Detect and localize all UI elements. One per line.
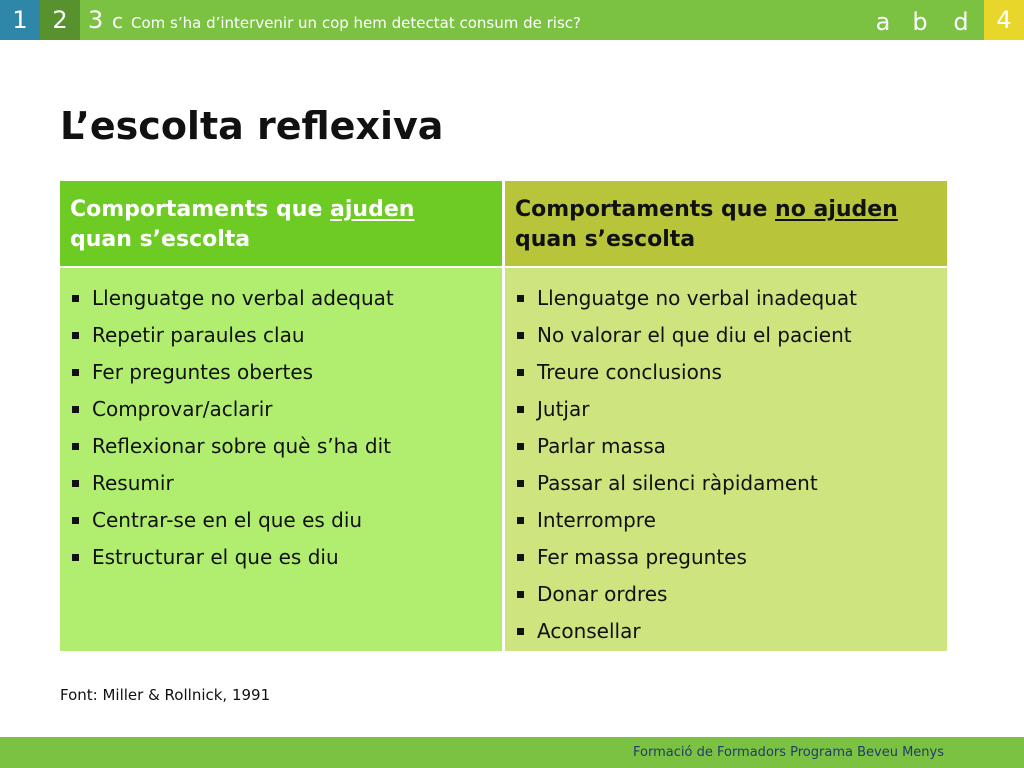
- list-item-text: Jutjar: [537, 397, 590, 421]
- list-item-text: Reflexionar sobre què s’ha dit: [92, 434, 391, 458]
- list-item-text: Fer preguntes obertes: [92, 360, 314, 384]
- list-item-text: Aconsellar: [537, 619, 641, 643]
- list-item-text: Parlar massa: [537, 434, 666, 458]
- list-item-text: Fer massa preguntes: [537, 545, 747, 569]
- section-letter: c: [112, 9, 123, 33]
- list-item: [72, 280, 502, 317]
- list-item-text: Resumir: [92, 471, 174, 495]
- list-item: [72, 539, 502, 576]
- square-bullet-icon: [72, 295, 79, 302]
- list-item-text: Interrompre: [537, 508, 656, 532]
- square-bullet-icon: [517, 406, 524, 413]
- list-item-text: Centrar-se en el que es diu: [92, 508, 363, 532]
- nav-letter-a[interactable]: a: [875, 8, 891, 36]
- list-item-text: Treure conclusions: [537, 360, 722, 384]
- nav-letter-d[interactable]: d: [953, 8, 969, 36]
- header-emphasis: ajuden: [330, 197, 415, 222]
- square-bullet-icon: [72, 554, 79, 561]
- header-text: Comportaments que: [70, 197, 331, 222]
- list-item: [72, 354, 502, 391]
- square-bullet-icon: [517, 591, 524, 598]
- top-nav-bar: [0, 0, 1024, 40]
- nav-tab-4[interactable]: 4: [984, 0, 1024, 40]
- unhelpful-behaviours-cell: [505, 268, 947, 651]
- list-item: [517, 502, 947, 539]
- square-bullet-icon: [72, 332, 79, 339]
- list-item: [72, 428, 502, 465]
- list-item-text: Estructurar el que es diu: [92, 545, 339, 569]
- square-bullet-icon: [72, 406, 79, 413]
- list-item-text: Comprovar/aclarir: [92, 397, 273, 421]
- list-item: [517, 428, 947, 465]
- square-bullet-icon: [72, 480, 79, 487]
- square-bullet-icon: [517, 480, 524, 487]
- helpful-behaviours-header: [60, 181, 502, 266]
- list-item-text: Repetir paraules clau: [92, 323, 305, 347]
- helpful-behaviours-list: [60, 268, 502, 576]
- list-item: [72, 502, 502, 539]
- list-item: [517, 465, 947, 502]
- list-item: [72, 391, 502, 428]
- list-item-text: No valorar el que diu el pacient: [537, 323, 852, 347]
- list-item-text: Llenguatge no verbal adequat: [92, 286, 394, 310]
- header-text-line2: quan s’escolta: [70, 227, 251, 252]
- list-item-text: Passar al silenci ràpidament: [537, 471, 818, 495]
- unhelpful-behaviours-list: [505, 268, 947, 650]
- footer-bar: [0, 737, 1024, 768]
- list-item: [517, 317, 947, 354]
- square-bullet-icon: [517, 517, 524, 524]
- header-text: Comportaments que: [515, 197, 776, 222]
- square-bullet-icon: [517, 295, 524, 302]
- square-bullet-icon: [72, 369, 79, 376]
- nav-letter-b[interactable]: b: [912, 8, 928, 36]
- list-item: [517, 280, 947, 317]
- page-title: L’escolta reflexiva: [60, 104, 444, 148]
- square-bullet-icon: [517, 554, 524, 561]
- helpful-behaviours-cell: [60, 268, 502, 651]
- nav-tab-2[interactable]: 2: [40, 0, 80, 40]
- square-bullet-icon: [517, 332, 524, 339]
- list-item: [517, 539, 947, 576]
- header-emphasis: no ajuden: [775, 197, 898, 222]
- footer-text: Formació de Formadors Programa Beveu Menys: [633, 745, 944, 760]
- square-bullet-icon: [72, 517, 79, 524]
- square-bullet-icon: [517, 628, 524, 635]
- list-item: [517, 354, 947, 391]
- square-bullet-icon: [517, 443, 524, 450]
- list-item: [517, 576, 947, 613]
- breadcrumb: Com s’ha d’intervenir un cop hem detectat consum de risc?: [131, 14, 581, 32]
- square-bullet-icon: [517, 369, 524, 376]
- list-item-text: Donar ordres: [537, 582, 668, 606]
- list-item: [72, 465, 502, 502]
- nav-tab-3[interactable]: 3: [88, 6, 104, 34]
- list-item-text: Llenguatge no verbal inadequat: [537, 286, 857, 310]
- list-item: [517, 613, 947, 650]
- square-bullet-icon: [72, 443, 79, 450]
- header-text-line2: quan s’escolta: [515, 227, 696, 252]
- nav-tab-1[interactable]: 1: [0, 0, 40, 40]
- source-citation: Font: Miller & Rollnick, 1991: [60, 686, 271, 704]
- list-item: [72, 317, 502, 354]
- list-item: [517, 391, 947, 428]
- unhelpful-behaviours-header: [505, 181, 947, 266]
